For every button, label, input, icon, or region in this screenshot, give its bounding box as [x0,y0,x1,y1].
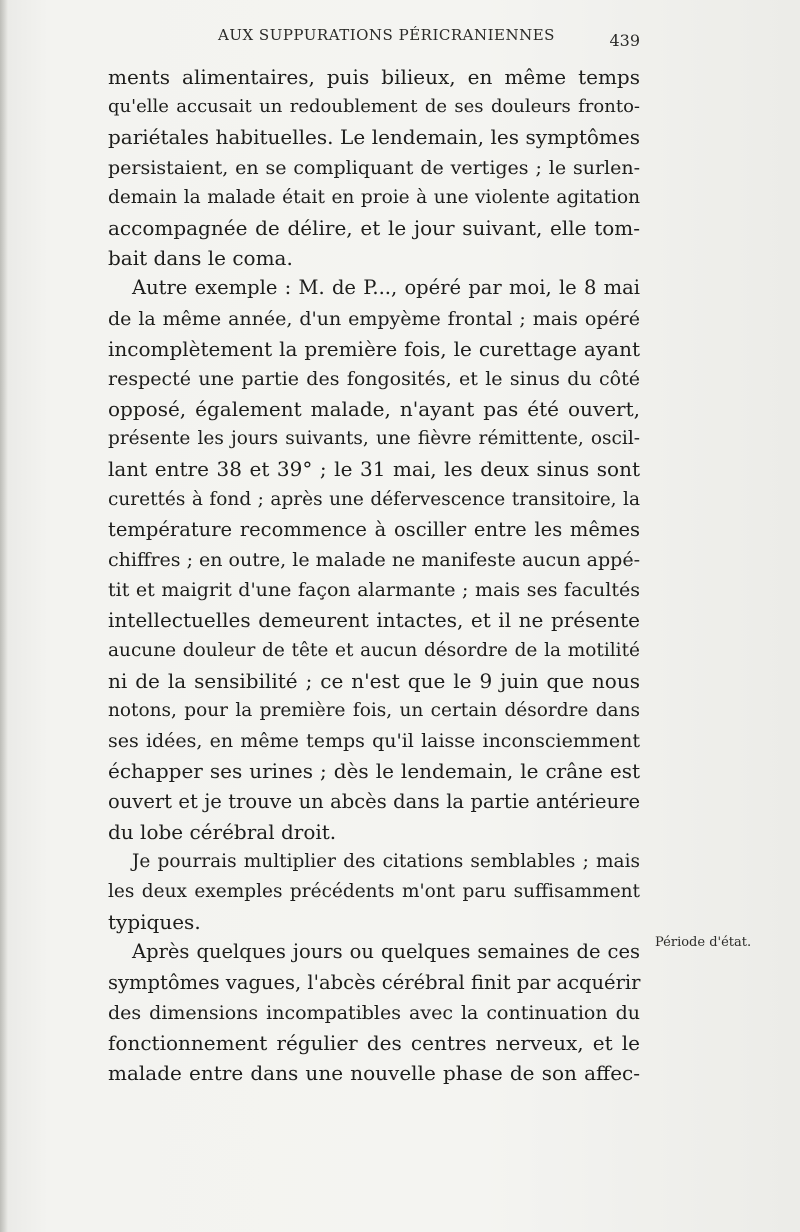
text-line: aucune douleur de tête et aucun désordre de la motilité [108,639,640,661]
text-line: présente les jours suivants, une fièvre rémittente, oscil- [108,428,640,450]
text-line: lant entre 38 et 39° ; le 31 mai, les deux sinus sont [108,457,640,482]
text-line: opposé, également malade, n'ayant pas été ouvert, [108,397,640,422]
text-line: fonctionnement régulier des centres nerveux, et le [108,1031,640,1055]
text-line: intellectuelles demeurent intactes, et il ne présente [108,608,640,633]
text-line: tit et maigrit d'une façon alarmante ; mais ses facultés [108,579,640,602]
text-line: notons, pour la première fois, un certain désordre dans [108,699,640,721]
text-line: symptômes vagues, l'abcès cérébral finit par acquérir [108,970,641,994]
page-edge-shadow [0,0,8,1232]
text-line: ments alimentaires, puis bilieux, en même temps [108,65,640,89]
text-line: demain la malade était en proie à une violente agitation [108,186,640,208]
text-line: échapper ses urines ; dès le lendemain, le crâne est [108,759,640,784]
text-line: ni de la sensibilité ; ce n'est que le 9 juin que nous [108,668,640,693]
text-line: ouvert et je trouve un abcès dans la partie antérieure [108,789,640,813]
text-line: respecté une partie des fongosités, et le sinus du côté [108,367,640,390]
text-line: de la même année, d'un empyème frontal ; mais opéré [108,307,640,330]
page-number: 439 [609,31,640,50]
text-line: malade entre dans une nouvelle phase de son affec- [108,1061,640,1086]
body-text [108,62,640,1088]
paragraph-start-line: Après quelques jours ou quelques semaines de ces [132,940,640,964]
text-line: accompagnée de délire, et le jour suivant, elle tom- [108,215,640,240]
text-line: pariétales habituelles. Le lendemain, les symptômes [108,125,640,150]
text-line: chiffres ; en outre, le malade ne manifeste aucun appé- [108,549,640,571]
running-title: AUX SUPPURATIONS PÉRICRANIENNES [218,26,555,44]
text-line: les deux exemples précédents m'ont paru suffisamment [108,881,640,903]
text-line: qu'elle accusait un redoublement de ses douleurs fronto- [108,96,640,118]
text-line: persistaient, en se compliquant de vertiges ; le surlen- [108,156,640,179]
text-line: curettés à fond ; après une défervescence transitoire, la [108,488,640,510]
text-line: ses idées, en même temps qu'il laisse inconsciemment [108,730,640,753]
text-line: typiques. [108,910,201,935]
text-line: température recommence à osciller entre les mêmes [108,517,640,541]
text-line: des dimensions incompatibles avec la continuation du [108,1001,640,1024]
text-line: incomplètement la première fois, le curettage ayant [108,336,640,361]
paragraph-start-line: Autre exemple : M. de P..., opéré par moi, le 8 mai [132,276,640,300]
paragraph-start-line: Je pourrais multiplier des citations semblables ; mais [132,850,640,872]
text-line: du lobe cérébral droit. [108,819,337,844]
page-header [108,26,640,50]
text-line: bait dans le coma. [108,246,293,271]
margin-note: Période d'état. [655,935,752,950]
